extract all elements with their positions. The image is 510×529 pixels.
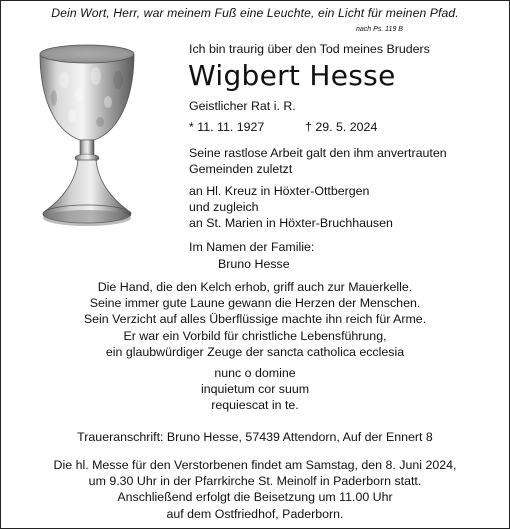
mass-line: Die hl. Messe für den Verstorbenen findet am Samstag, den 8. Juni 2024, [53, 458, 457, 472]
work-line: Gemeinden zuletzt [189, 162, 293, 176]
prayer-line: inquietum cor suum [200, 382, 310, 397]
work-line: Seine rastlose Arbeit galt den ihm anvertrauten [189, 146, 447, 160]
mass-announcement [0, 457, 510, 522]
birth-date: * 11. 11. 1927 [189, 120, 265, 134]
family-signer: Bruno Hesse [218, 257, 290, 271]
prayer-line: requiescat in te. [211, 398, 299, 413]
tribute-line: ein glaubwürdiger Zeuge der sancta catholica ecclesia [105, 344, 405, 359]
family-label: Im Namen der Familie: [189, 240, 315, 254]
parish-line: und zugleich [189, 200, 259, 214]
parish-line: an Hl. Kreuz in Höxter-Ottbergen [189, 184, 370, 198]
intro-line: Ich bin traurig über den Tod meines Bruders [189, 42, 430, 56]
mass-line: auf dem Ostfriedhof, Paderborn. [166, 506, 344, 521]
motto-source: nach Ps. 119 B [356, 26, 403, 33]
tribute-text [0, 279, 510, 360]
death-date: † 29. 5. 2024 [305, 120, 378, 134]
parishes-text [189, 183, 393, 231]
mass-line: Anschließend erfolgt die Beisetzung um 11.00 Uhr [117, 490, 393, 505]
prayer-text [0, 365, 510, 414]
parish-line: an St. Marien in Höxter-Bruchhausen [189, 216, 393, 230]
tribute-line: Die Hand, die den Kelch erhob, griff auch zur Mauerkelle. [97, 280, 413, 294]
tribute-line: Sein Verzicht auf alles Überflüssige machte ihn reich für Arme. [83, 312, 427, 327]
work-text [189, 145, 447, 177]
mass-line: um 9.30 Uhr in der Pfarrkirche St. Meinolf in Paderborn statt. [88, 474, 422, 489]
deceased-title: Geistlicher Rat i. R. [189, 99, 296, 113]
tribute-line: Seine immer gute Laune gewann die Herzen der Menschen. [89, 296, 421, 311]
tribute-line: Er war ein Vorbild für christliche Lebensführung, [123, 328, 387, 343]
chalice-image [34, 40, 140, 232]
deceased-name: Wigbert Hesse [188, 59, 396, 92]
prayer-line: nunc o domine [214, 366, 296, 380]
mourning-address: Traueranschrift: Bruno Hesse, 57439 Attendorn, Auf der Ennert 8 [77, 430, 433, 444]
motto-verse: Dein Wort, Herr, war meinem Fuß eine Leuchte, ein Licht für meinen Pfad. [51, 6, 459, 20]
